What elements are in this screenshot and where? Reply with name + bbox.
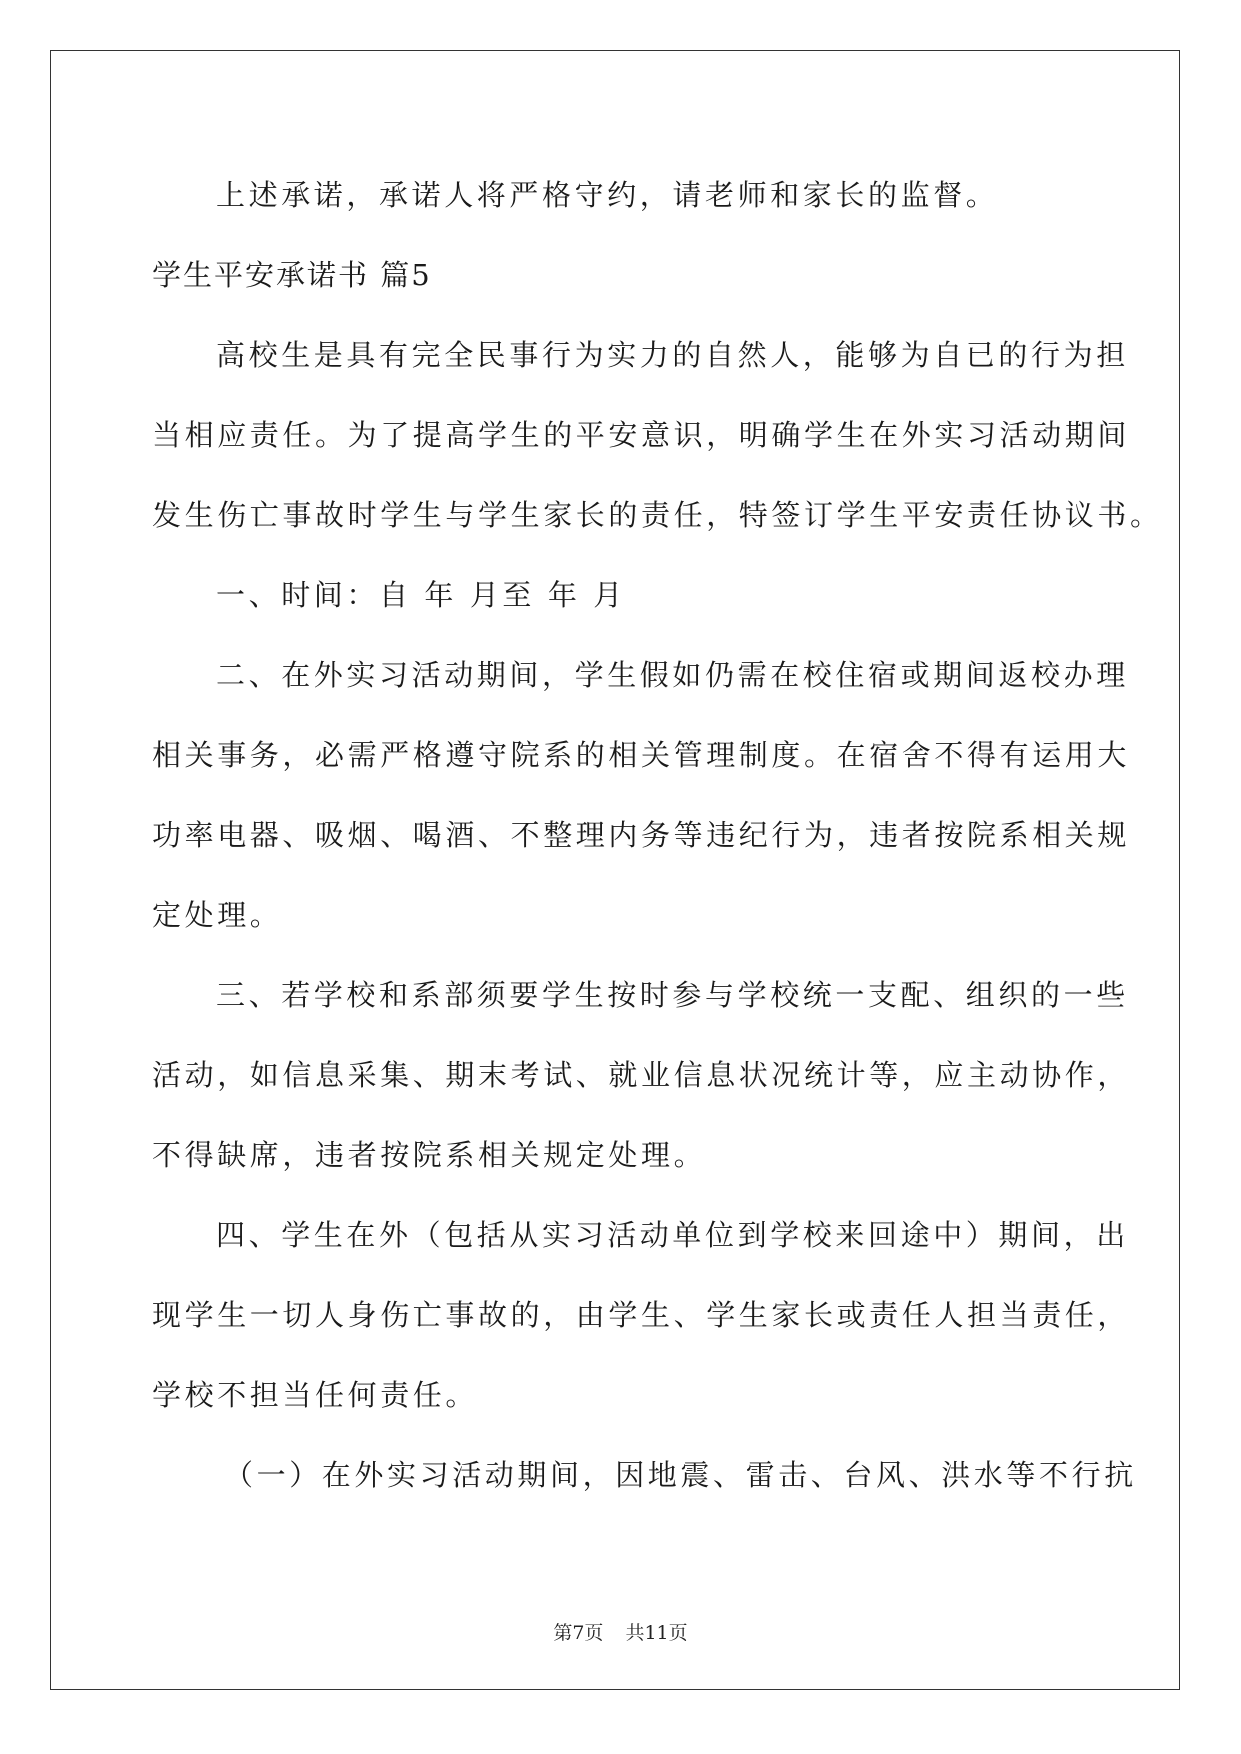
paragraph-line: 一、时间：自 年 月至 年 月	[216, 578, 626, 612]
section-heading: 学生平安承诺书 篇5	[152, 258, 432, 292]
paragraph-line: 学校不担当任何责任。	[152, 1378, 479, 1412]
paragraph-line: 二、在外实习活动期间，学生假如仍需在校住宿或期间返校办理	[216, 658, 1129, 692]
paragraph-line: 功率电器、吸烟、喝酒、不整理内务等违纪行为，违者按院系相关规	[152, 818, 1131, 852]
page-footer	[0, 1618, 1241, 1645]
paragraph-line: 四、学生在外（包括从实习活动单位到学校来回途中）期间，出	[216, 1218, 1129, 1252]
page-number-current: 第7页	[553, 1622, 604, 1644]
paragraph-line: 当相应责任。为了提高学生的平安意识，明确学生在外实习活动期间	[152, 418, 1131, 452]
paragraph-line: 不得缺席，违者按院系相关规定处理。	[152, 1138, 707, 1172]
paragraph-line: 高校生是具有完全民事行为实力的自然人，能够为自已的行为担	[216, 338, 1129, 372]
paragraph-line: 发生伤亡事故时学生与学生家长的责任，特签订学生平安责任协议书。	[152, 498, 1163, 532]
paragraph-line: （一）在外实习活动期间，因地震、雷击、台风、洪水等不行抗	[224, 1458, 1137, 1492]
paragraph-line: 三、若学校和系部须要学生按时参与学校统一支配、组织的一些	[216, 978, 1129, 1012]
document-body	[152, 155, 1163, 1515]
paragraph-line: 活动，如信息采集、期末考试、就业信息状况统计等，应主动协作，	[152, 1058, 1131, 1092]
paragraph-line: 现学生一切人身伤亡事故的，由学生、学生家长或责任人担当责任，	[152, 1298, 1131, 1332]
page-number-total: 共11页	[625, 1622, 688, 1644]
paragraph-line: 定处理。	[152, 898, 283, 932]
paragraph-line: 相关事务，必需严格遵守院系的相关管理制度。在宿舍不得有运用大	[152, 738, 1131, 772]
paragraph-line: 上述承诺，承诺人将严格守约，请老师和家长的监督。	[216, 178, 999, 212]
